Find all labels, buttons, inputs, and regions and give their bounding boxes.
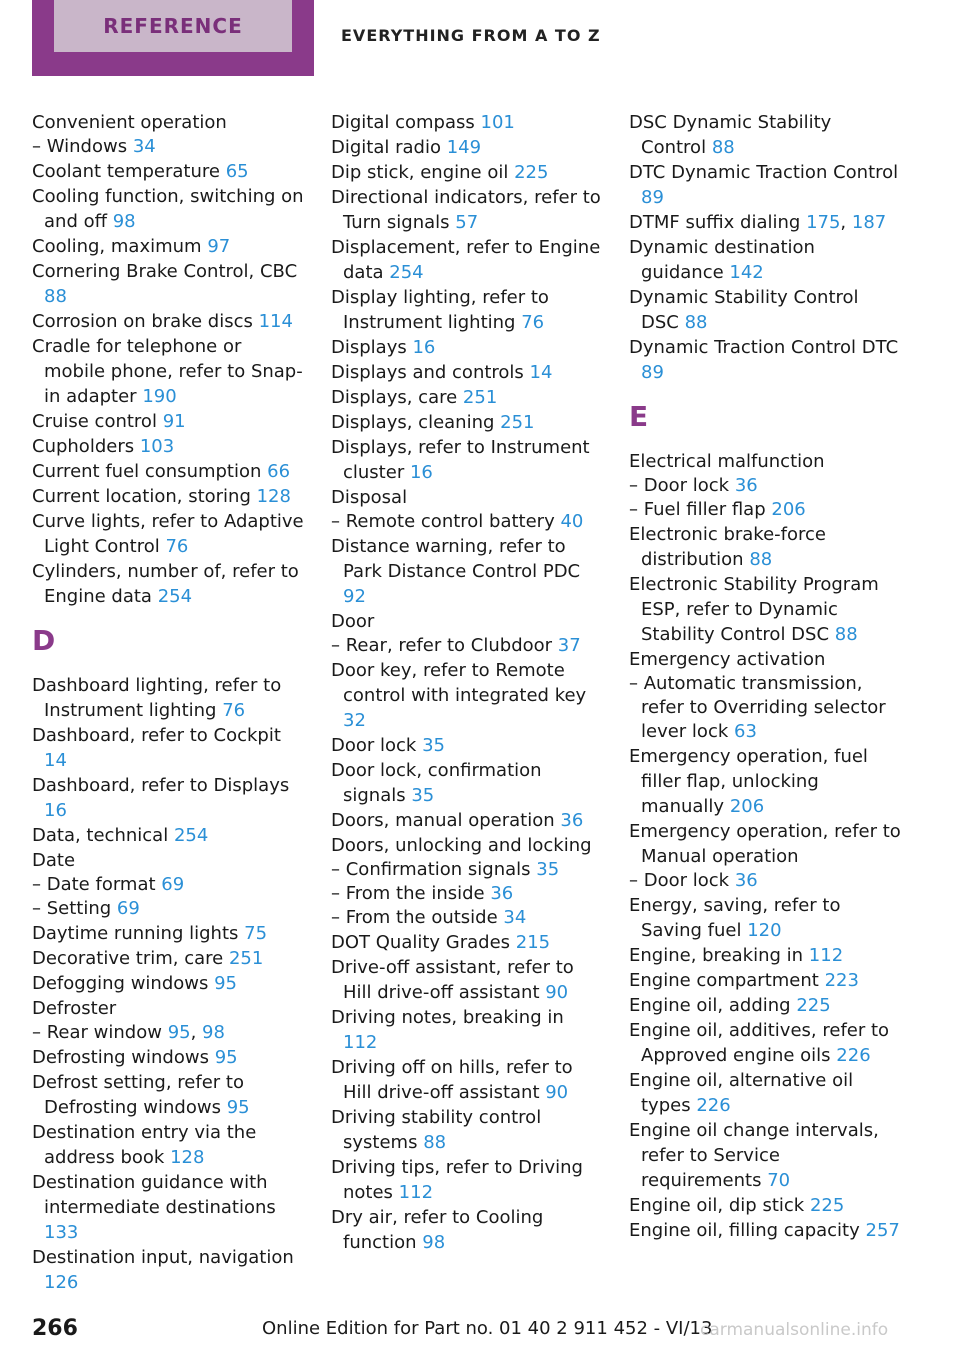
section-title: REFERENCE <box>103 14 243 38</box>
subentry-dash: – <box>32 874 47 895</box>
index-letter-heading: D <box>32 624 56 657</box>
index-entry <box>331 1005 603 1055</box>
entry-text: Cupholders <box>32 436 135 457</box>
subentry-dash: – <box>629 870 644 891</box>
entry-text: Engine oil, filling capacity <box>629 1220 860 1241</box>
entry-text: Engine oil, adding <box>629 995 791 1016</box>
entry-text: Digital radio <box>331 137 441 158</box>
entry-text: Date <box>32 850 76 871</box>
page-reference-link[interactable]: 187 <box>851 212 887 233</box>
index-subentry <box>32 135 304 159</box>
entry-text: Destination entry via the address book <box>32 1122 257 1168</box>
entry-text: DSC Dynamic Stability Control <box>629 112 832 158</box>
index-entry <box>629 647 901 672</box>
footer-edition: Online Edition for Part no. 01 40 2 911 452 - VI/13 <box>262 1318 713 1339</box>
entry-text: Engine oil, additives, refer to Approved engine oils <box>629 1020 890 1066</box>
index-entry <box>32 1070 304 1120</box>
entry-text: Directional indicators, refer to Turn signals <box>331 187 601 233</box>
page-reference-link[interactable]: 126 <box>44 1272 79 1293</box>
index-entry <box>331 360 603 385</box>
page-reference-link[interactable]: 95 <box>226 1097 250 1118</box>
entry-text: Daytime running lights <box>32 923 239 944</box>
page-reference-link[interactable]: 76 <box>222 700 246 721</box>
index-entry <box>32 996 304 1021</box>
page-reference-link[interactable]: 88 <box>834 624 858 645</box>
index-subentry <box>331 634 603 658</box>
page-number: 266 <box>32 1316 78 1341</box>
page-reference-link[interactable]: 88 <box>423 1132 447 1153</box>
entry-text: Energy, saving, refer to Saving fuel <box>629 895 841 941</box>
entry-text: Disposal <box>331 487 408 508</box>
page-reference-link[interactable]: 251 <box>228 948 264 969</box>
entry-text: Displays, refer to Instrument cluster <box>331 437 590 483</box>
entry-text: Setting <box>46 898 112 919</box>
page-reference-link[interactable]: 76 <box>165 536 189 557</box>
index-entry <box>32 459 304 484</box>
page-reference-link[interactable]: 225 <box>514 162 549 183</box>
page-reference-link[interactable]: 206 <box>729 796 765 817</box>
page-reference-link[interactable]: 223 <box>824 970 859 991</box>
index-entry <box>32 484 304 509</box>
page-reference-link[interactable]: 32 <box>343 710 366 731</box>
entry-text: Destination input, navigation <box>32 1247 294 1268</box>
page-reference-link[interactable]: 14 <box>529 362 553 383</box>
entry-text: Displacement, refer to Engine data <box>331 237 601 283</box>
index-entry <box>32 234 304 259</box>
page-reference-link[interactable]: 128 <box>256 486 291 507</box>
index-entry <box>331 485 603 510</box>
entry-text: Defrost setting, refer to Defrosting windows <box>32 1072 244 1118</box>
page-reference-link[interactable]: 142 <box>729 262 764 283</box>
entry-text: Cooling function, switching on and off <box>32 186 304 232</box>
entry-text: Door lock <box>643 475 730 496</box>
page-reference-link[interactable]: 128 <box>170 1147 205 1168</box>
index-entry <box>629 160 901 210</box>
entry-text: Dynamic Stability Control DSC <box>629 287 859 333</box>
index-subentry <box>629 869 901 893</box>
entry-text: Electrical malfunction <box>629 451 825 472</box>
index-entry <box>331 955 603 1005</box>
page-reference-link[interactable]: 34 <box>503 907 527 928</box>
entry-text: Driving notes, breaking in <box>331 1007 564 1028</box>
index-column-1 <box>32 110 304 1295</box>
subentry-dash: – <box>629 673 644 694</box>
index-subentry: – Rear window 95, 98 <box>32 1022 225 1043</box>
entry-text: Remote control battery <box>345 511 555 532</box>
index-entry <box>629 335 901 385</box>
entry-text: DTMF suffix dialing <box>629 212 801 233</box>
entry-text: Emergency activation <box>629 649 826 670</box>
page-reference-link[interactable]: 70 <box>767 1170 791 1191</box>
index-entry <box>331 385 603 410</box>
page-reference-link[interactable]: 16 <box>409 462 433 483</box>
chapter-title: EVERYTHING FROM A TO Z <box>341 26 601 45</box>
index-entry <box>629 522 901 572</box>
entry-text: Cooling, maximum <box>32 236 202 257</box>
index-entry <box>331 930 603 955</box>
page-reference-link[interactable]: 88 <box>749 549 773 570</box>
page-reference-link[interactable]: 57 <box>455 212 479 233</box>
page-reference-link[interactable]: 69 <box>116 898 140 919</box>
index-entry <box>629 943 901 968</box>
subentry-dash: – <box>331 907 346 928</box>
index-entry <box>32 409 304 434</box>
index-entry <box>629 993 901 1018</box>
index-entry <box>331 833 603 858</box>
entry-text: Engine, breaking in <box>629 945 804 966</box>
entry-text: Distance warning, refer to Park Distance Control PDC <box>331 536 581 582</box>
page-reference-link[interactable]: 16 <box>44 800 67 821</box>
page-reference-link[interactable]: 98 <box>422 1232 446 1253</box>
index-entry <box>331 135 603 160</box>
entry-text: From the inside <box>345 883 485 904</box>
entry-text: Cradle for telephone or mobile phone, refer to Snap-in adapter <box>32 336 303 407</box>
entry-text: Dashboard, refer to Displays <box>32 775 290 796</box>
entry-text: Driving tips, refer to Driving notes <box>331 1157 583 1203</box>
entry-text: Displays and controls <box>331 362 524 383</box>
entry-text: Rear window <box>46 1022 162 1043</box>
index-entry <box>629 893 901 943</box>
page-reference-link[interactable]: 88 <box>711 137 735 158</box>
index-entry <box>331 1155 603 1205</box>
index-entry <box>32 1245 304 1295</box>
page-reference-link[interactable]: 92 <box>343 586 366 607</box>
index-entry <box>32 971 304 996</box>
page-reference-link[interactable]: 35 <box>536 859 560 880</box>
page-reference-link[interactable]: 36 <box>490 883 514 904</box>
subentry-dash: – <box>331 859 346 880</box>
index-subentry <box>32 897 304 921</box>
page-reference-link[interactable]: 215 <box>515 932 551 953</box>
index-entry <box>629 1218 901 1243</box>
index-entry <box>629 968 901 993</box>
page-reference-link[interactable]: 37 <box>557 635 581 656</box>
entry-text: Defrosting windows <box>32 1047 209 1068</box>
page-reference-link[interactable]: 226 <box>696 1095 731 1116</box>
index-entry <box>32 1120 304 1170</box>
index-entry <box>331 335 603 360</box>
page-reference-link[interactable]: 35 <box>411 785 435 806</box>
page-reference-link[interactable]: 226 <box>836 1045 871 1066</box>
index-entry <box>629 572 901 647</box>
entry-text: Driving off on hills, refer to Hill drive-off assistant <box>331 1057 573 1103</box>
index-entry <box>629 819 901 869</box>
page-reference-link[interactable]: 101 <box>480 112 515 133</box>
entry-text: Engine oil, dip stick <box>629 1195 805 1216</box>
watermark: carmanualsonline.info <box>700 1320 889 1340</box>
subentry-dash: – <box>32 136 47 157</box>
entry-text: Door lock, confirmation signals <box>331 760 542 806</box>
index-entry <box>629 1118 901 1193</box>
page-reference-link[interactable]: 36 <box>734 475 758 496</box>
page-reference-link[interactable]: 114 <box>258 311 293 332</box>
index-subentry <box>331 906 603 930</box>
entry-text: Engine oil, alternative oil types <box>629 1070 854 1116</box>
entry-text: Corrosion on brake discs <box>32 311 253 332</box>
page-reference-link[interactable]: 149 <box>446 137 482 158</box>
entry-text: Engine oil change intervals, refer to Service requirements <box>629 1120 879 1191</box>
index-column-3 <box>629 110 901 1243</box>
index-subentry <box>331 882 603 906</box>
index-entry <box>331 160 603 185</box>
entry-text: Windows <box>46 136 128 157</box>
index-entry <box>331 235 603 285</box>
entry-text: Door key, refer to Remote control with integrated key <box>331 660 587 706</box>
index-entry <box>331 758 603 808</box>
page-reference-link[interactable]: 66 <box>267 461 291 482</box>
entry-text: Rear, refer to Clubdoor <box>345 635 553 656</box>
page-reference-link[interactable]: 63 <box>734 721 757 742</box>
page-reference-link[interactable]: 35 <box>422 735 445 756</box>
index-subentry <box>629 474 901 498</box>
index-entry <box>32 434 304 459</box>
index-entry <box>331 410 603 435</box>
index-entry <box>331 658 603 733</box>
page-reference-link[interactable]: 133 <box>44 1222 79 1243</box>
page-reference-link[interactable]: 206 <box>771 499 806 520</box>
page-reference-link[interactable]: 75 <box>244 923 268 944</box>
page-reference-link[interactable]: 251 <box>462 387 498 408</box>
index-entry <box>32 1170 304 1245</box>
page-reference-link[interactable]: 89 <box>641 362 664 383</box>
page-reference-link[interactable]: 36 <box>734 870 758 891</box>
entry-text: From the outside <box>345 907 498 928</box>
entry-text: Doors, unlocking and locking <box>331 835 592 856</box>
page-reference-link[interactable]: 254 <box>157 586 193 607</box>
index-entry <box>331 1055 603 1105</box>
index-entry <box>629 1068 901 1118</box>
page-reference-link[interactable]: 36 <box>560 810 584 831</box>
index-entry <box>331 609 603 634</box>
index-entry <box>32 921 304 946</box>
page-reference-link[interactable]: 98 <box>202 1022 225 1043</box>
entry-text: Dip stick, engine oil <box>331 162 509 183</box>
entry-text: Driving stability control systems <box>331 1107 542 1153</box>
page-reference-link[interactable]: 76 <box>521 312 545 333</box>
index-subentry <box>32 873 304 897</box>
index-entry <box>32 723 304 773</box>
page-reference-link[interactable]: 112 <box>398 1182 434 1203</box>
index-entry <box>32 259 304 309</box>
index-entry <box>32 673 304 723</box>
page-reference-link[interactable]: 88 <box>44 286 67 307</box>
entry-text: Electronic brake-force distribution <box>629 524 826 570</box>
entry-text: Destination guidance with intermediate destinations <box>32 1172 276 1218</box>
subentry-dash: – <box>629 475 644 496</box>
entry-text: Fuel filler flap <box>643 499 766 520</box>
index-subentry <box>331 510 603 534</box>
entry-text: Dashboard lighting, refer to Instrument lighting <box>32 675 282 721</box>
page-reference-link[interactable]: 225 <box>809 1195 845 1216</box>
page-reference-link[interactable]: 190 <box>142 386 177 407</box>
page-reference-link[interactable]: 175 <box>806 212 841 233</box>
index-entry <box>331 733 603 758</box>
page-reference-link[interactable]: 14 <box>44 750 67 771</box>
subentry-dash: – <box>32 898 47 919</box>
entry-text: Digital compass <box>331 112 475 133</box>
page-reference-link[interactable]: 103 <box>139 436 175 457</box>
page-reference-link[interactable]: 65 <box>225 161 249 182</box>
entry-text: Current fuel consumption <box>32 461 262 482</box>
entry-text: Door <box>331 611 375 632</box>
page-reference-link[interactable]: 251 <box>500 412 535 433</box>
index-entry <box>331 285 603 335</box>
index-letter-heading: E <box>629 400 649 433</box>
index-entry <box>331 185 603 235</box>
entry-text: Defroster <box>32 998 117 1019</box>
entry-text: Dry air, refer to Cooling function <box>331 1207 544 1253</box>
index-entry <box>32 309 304 334</box>
page-reference-link[interactable]: 95 <box>167 1022 191 1043</box>
entry-text: Defogging windows <box>32 973 209 994</box>
entry-text: Current location, storing <box>32 486 251 507</box>
page-reference-link[interactable]: 91 <box>162 411 186 432</box>
header-tab-inner <box>54 0 292 52</box>
page-reference-link[interactable]: 95 <box>214 1047 238 1068</box>
index-subentry <box>629 672 901 744</box>
page-reference-link[interactable]: 34 <box>132 136 156 157</box>
index-entry <box>331 435 603 485</box>
page-reference-link[interactable]: 90 <box>545 1082 569 1103</box>
page-reference-link[interactable]: 254 <box>173 825 209 846</box>
index-entry <box>331 110 603 135</box>
index-subentry <box>629 498 901 522</box>
index-subentry <box>331 858 603 882</box>
index-entry <box>32 946 304 971</box>
entry-text: Data, technical <box>32 825 169 846</box>
entry-text: DOT Quality Grades <box>331 932 511 953</box>
entry-text: Dynamic destination guidance <box>629 237 815 283</box>
entry-text: DTC Dynamic Traction Control <box>629 162 899 183</box>
entry-text: Dynamic Traction Control DTC <box>629 337 899 358</box>
page-reference-link[interactable]: 97 <box>207 236 231 257</box>
index-entry <box>32 509 304 559</box>
page-reference-link[interactable]: 225 <box>796 995 831 1016</box>
page-reference-link[interactable]: 95 <box>214 973 238 994</box>
entry-text: Display lighting, refer to Instrument lighting <box>331 287 549 333</box>
index-entry: DTMF suffix dialing 175, 187 <box>629 212 887 233</box>
entry-text: Cruise control <box>32 411 157 432</box>
entry-text: Convenient operation <box>32 112 227 133</box>
subentry-dash: – <box>629 499 644 520</box>
page-reference-link[interactable]: 16 <box>412 337 436 358</box>
entry-text: Displays, cleaning <box>331 412 495 433</box>
index-entry <box>331 1205 603 1255</box>
page-reference-link[interactable]: 254 <box>389 262 424 283</box>
index-entry <box>32 773 304 823</box>
entry-text: Displays, care <box>331 387 458 408</box>
index-column-2 <box>331 110 603 1255</box>
entry-text: Displays <box>331 337 407 358</box>
page-reference-link[interactable]: 257 <box>865 1220 900 1241</box>
entry-text: Cornering Brake Control, CBC <box>32 261 298 282</box>
index-entry <box>32 184 304 234</box>
entry-text: Emergency operation, refer to Manual operation <box>629 821 901 867</box>
index-entry <box>32 159 304 184</box>
entry-text: Cylinders, number of, refer to Engine data <box>32 561 299 607</box>
index-entry <box>32 110 304 135</box>
index-entry <box>32 559 304 609</box>
index-entry <box>629 110 901 160</box>
index-entry <box>331 1105 603 1155</box>
entry-text: Decorative trim, care <box>32 948 224 969</box>
subentry-dash: – <box>32 1022 47 1043</box>
entry-text: Engine compartment <box>629 970 819 991</box>
entry-text: Automatic transmission, refer to Overriding selector lever lock <box>641 673 886 742</box>
page-reference-link[interactable]: 69 <box>161 874 185 895</box>
entry-text: Emergency operation, fuel filler flap, unlocking manually <box>629 746 868 817</box>
subentry-dash: – <box>331 635 346 656</box>
index-entry <box>331 808 603 833</box>
page-reference-link[interactable]: 112 <box>343 1032 378 1053</box>
page-reference-link[interactable]: 90 <box>545 982 569 1003</box>
entry-text: Coolant temperature <box>32 161 220 182</box>
index-entry <box>629 1018 901 1068</box>
entry-text: Electronic Stability Program ESP, refer to Dynamic Stability Control DSC <box>629 574 879 645</box>
subentry-dash: – <box>331 883 346 904</box>
header-tab <box>32 0 314 76</box>
index-entry <box>629 235 901 285</box>
page-reference-link[interactable]: 89 <box>641 187 664 208</box>
entry-text: Doors, manual operation <box>331 810 555 831</box>
entry-text: Dashboard, refer to Cockpit <box>32 725 281 746</box>
page-reference-link[interactable]: 98 <box>112 211 136 232</box>
index-entry <box>32 848 304 873</box>
page-reference-link[interactable]: 120 <box>747 920 782 941</box>
page-reference-link[interactable]: 88 <box>684 312 708 333</box>
index-entry <box>629 1193 901 1218</box>
index-entry <box>32 334 304 409</box>
entry-text: Door lock <box>331 735 417 756</box>
subentry-dash: – <box>331 511 346 532</box>
entry-text: Date format <box>46 874 156 895</box>
page-reference-link[interactable]: 40 <box>560 511 584 532</box>
entry-text: Curve lights, refer to Adaptive Light Control <box>32 511 304 557</box>
index-entry <box>32 823 304 848</box>
entry-text: Confirmation signals <box>345 859 531 880</box>
index-entry <box>32 1045 304 1070</box>
index-entry <box>331 534 603 609</box>
index-entry <box>629 285 901 335</box>
page-reference-link[interactable]: 112 <box>808 945 844 966</box>
index-entry <box>629 744 901 819</box>
index-entry <box>629 449 901 474</box>
entry-text: Drive-off assistant, refer to Hill drive-off assistant <box>331 957 574 1003</box>
entry-text: Door lock <box>643 870 730 891</box>
